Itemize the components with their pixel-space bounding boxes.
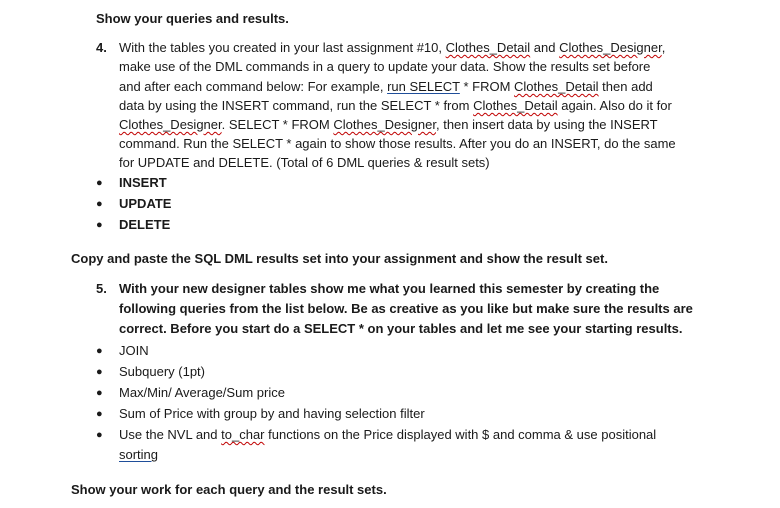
item-4-line-3: and after each command below: For example, run SELECT * FROM Clothes_Detail then add: [119, 79, 653, 94]
bullet-icon: ●: [96, 177, 103, 189]
item-4-line-2: make use of the DML commands in a query to update your data. Show the results set before: [119, 59, 651, 74]
bullet-nvl: Use the NVL and to_char functions on the Price displayed with $ and comma & use positional: [119, 427, 657, 442]
bullet-insert: INSERT: [119, 175, 167, 190]
footer-instruction: Show your work for each query and the result sets.: [71, 482, 387, 497]
bullet-icon: ●: [96, 387, 103, 399]
bullet-icon: ●: [96, 219, 103, 231]
bullet-nvl-continued: sorting: [119, 447, 159, 462]
item-4-line-4: data by using the INSERT command, run the SELECT * from Clothes_Detail again. Also do it for: [119, 98, 672, 113]
bullet-max-min: Max/Min/ Average/Sum price: [119, 385, 285, 400]
bullet-join: JOIN: [119, 343, 149, 358]
bullet-update: UPDATE: [119, 196, 172, 211]
bullet-icon: ●: [96, 408, 103, 420]
item-4-line-7: for UPDATE and DELETE. (Total of 6 DML queries & result sets): [119, 155, 490, 170]
item-4-line-1: With the tables you created in your last assignment #10, Clothes_Detail and Clothes_Designer,: [119, 40, 666, 55]
bullet-icon: ●: [96, 345, 103, 357]
item-5-line-3: correct. Before you start do a SELECT * on your tables and let me see your starting results.: [119, 321, 683, 336]
heading-show-queries: Show your queries and results.: [96, 11, 289, 26]
item-4-number: 4.: [96, 40, 107, 55]
bullet-sum-group: Sum of Price with group by and having selection filter: [119, 406, 425, 421]
item-5-number: 5.: [96, 281, 107, 296]
bullet-icon: ●: [96, 198, 103, 210]
bullet-subquery: Subquery (1pt): [119, 364, 205, 379]
item-5-line-2: following queries from the list below. Be as creative as you like but make sure the results are: [119, 301, 693, 316]
item-4-line-6: command. Run the SELECT * again to show those results. After you do an INSERT, do the same: [119, 136, 676, 151]
bullet-icon: ●: [96, 429, 103, 441]
bullet-icon: ●: [96, 366, 103, 378]
copy-paste-instruction: Copy and paste the SQL DML results set into your assignment and show the result set.: [71, 251, 608, 266]
bullet-delete: DELETE: [119, 217, 171, 232]
item-4-line-5: Clothes_Designer. SELECT * FROM Clothes_Designer, then insert data by using the INSERT: [119, 117, 658, 132]
item-5-line-1: With your new designer tables show me what you learned this semester by creating the: [119, 281, 660, 296]
